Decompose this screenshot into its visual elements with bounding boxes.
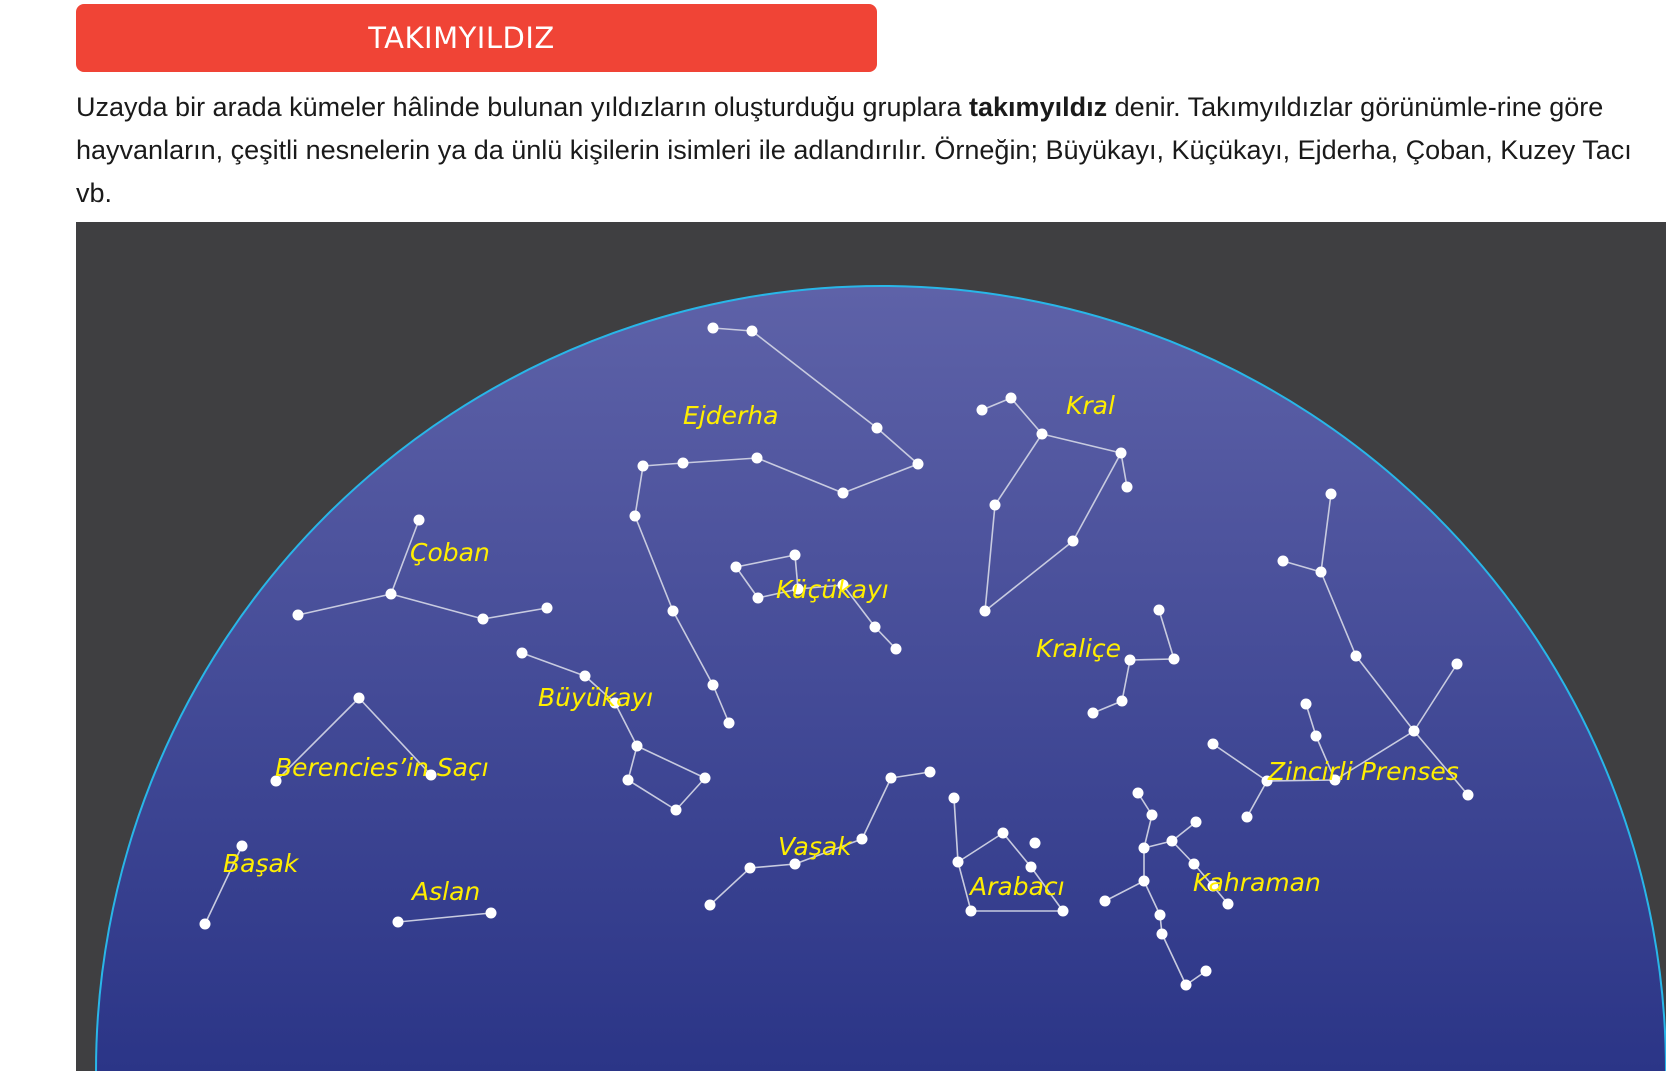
label-aslan: Aslan <box>412 877 481 906</box>
star-zincirli-prenses <box>1326 489 1337 500</box>
label-zincirli-prenses: Zincirli Prenses <box>1268 757 1459 786</box>
star-ejderha <box>724 718 735 729</box>
star-kral <box>1006 393 1017 404</box>
star-arabacı <box>949 793 960 804</box>
star-zincirli-prenses <box>1301 699 1312 710</box>
star-kahraman <box>1157 929 1168 940</box>
star-zincirli-prenses <box>1409 726 1420 737</box>
label-çoban: Çoban <box>410 538 490 567</box>
star-ejderha <box>747 326 758 337</box>
star-küçükayı <box>731 562 742 573</box>
star-büyükayı <box>623 775 634 786</box>
star-çoban <box>293 610 304 621</box>
star-vaşak <box>886 773 897 784</box>
star-ejderha <box>872 423 883 434</box>
label-küçükayı: Küçükayı <box>776 575 889 604</box>
star-kahraman <box>1191 817 1202 828</box>
star-zincirli-prenses <box>1311 731 1322 742</box>
star-vaşak <box>925 767 936 778</box>
star-kraliçe <box>1125 655 1136 666</box>
label-berencies-in-saçı: Berencies’in Saçı <box>275 753 489 782</box>
star-arabacı <box>953 857 964 868</box>
star-zincirli-prenses <box>1463 790 1474 801</box>
star-ejderha <box>838 488 849 499</box>
star-büyükayı <box>700 773 711 784</box>
constellation-line-kraliçe <box>1130 659 1174 660</box>
star-vaşak <box>705 900 716 911</box>
star-kahraman <box>1100 896 1111 907</box>
label-kral: Kral <box>1066 391 1115 420</box>
star-kral <box>1068 536 1079 547</box>
title-bar <box>76 4 877 72</box>
star-kral <box>1037 429 1048 440</box>
star-çoban <box>414 515 425 526</box>
star-ejderha <box>708 680 719 691</box>
star-kahraman <box>1223 899 1234 910</box>
star-büyükayı <box>580 671 591 682</box>
star-arabacı <box>966 906 977 917</box>
star-çoban <box>542 603 553 614</box>
star-kahraman <box>1133 788 1144 799</box>
label-kraliçe: Kraliçe <box>1036 634 1122 663</box>
star-büyükayı <box>632 741 643 752</box>
star-kral <box>977 405 988 416</box>
label-vaşak: Vaşak <box>778 832 852 861</box>
star-ejderha <box>668 606 679 617</box>
star-zincirli-prenses <box>1316 567 1327 578</box>
star-başak <box>200 919 211 930</box>
star-kraliçe <box>1117 696 1128 707</box>
star-kraliçe <box>1154 605 1165 616</box>
star-küçükayı <box>790 550 801 561</box>
star-küçükayı <box>753 593 764 604</box>
label-ejderha: Ejderha <box>683 401 779 430</box>
star-kral <box>1116 448 1127 459</box>
label-arabacı: Arabacı <box>970 872 1065 901</box>
star-kral <box>990 500 1001 511</box>
star-çoban <box>478 614 489 625</box>
intro-text-1: Uzayda bir arada kümeler hâlinde bulunan yıldızların oluşturduğu gruplara <box>76 92 970 122</box>
label-büyükayı: Büyükayı <box>538 683 654 712</box>
label-kahraman: Kahraman <box>1193 868 1321 897</box>
sky-map <box>76 222 1666 1071</box>
star-ejderha <box>752 453 763 464</box>
star-büyükayı <box>671 805 682 816</box>
star-ejderha <box>638 461 649 472</box>
star-kahraman <box>1139 843 1150 854</box>
star-arabacı <box>1026 862 1037 873</box>
star-berencies-in-saçı <box>354 693 365 704</box>
star-zincirli-prenses <box>1208 739 1219 750</box>
star-vaşak <box>745 863 756 874</box>
star-kral <box>1122 482 1133 493</box>
star-arabacı <box>998 828 1009 839</box>
star-çoban <box>386 589 397 600</box>
star-zincirli-prenses <box>1242 812 1253 823</box>
star-kahraman <box>1139 876 1150 887</box>
intro-text-2: denir. Takımyıldızlar görünümle-rine göre hayvanların, çeşitli nesnelerin ya da ünlü kişilerin isimleri ile adlandırılır. Örneğin; Büyükayı, Küçükayı, Ejderha, Çoban, Kuzey Tacı vb. <box>76 92 1632 208</box>
star-zincirli-prenses <box>1278 556 1289 567</box>
star-zincirli-prenses <box>1351 651 1362 662</box>
page-title: TAKIMYILDIZ <box>368 21 555 55</box>
label-başak: Başak <box>223 849 299 878</box>
intro-paragraph <box>76 86 1666 215</box>
star-zincirli-prenses <box>1452 659 1463 670</box>
star-ejderha <box>708 323 719 334</box>
star-aslan <box>486 908 497 919</box>
sky-map-svg <box>76 222 1666 1071</box>
star-aslan <box>393 917 404 928</box>
star-arabacı <box>1030 838 1041 849</box>
star-küçükayı <box>891 644 902 655</box>
star-ejderha <box>913 459 924 470</box>
star-kahraman <box>1155 910 1166 921</box>
star-arabacı <box>1058 906 1069 917</box>
star-ejderha <box>678 458 689 469</box>
intro-bold-term: takımyıldız <box>969 92 1108 122</box>
star-kahraman <box>1201 966 1212 977</box>
star-ejderha <box>630 511 641 522</box>
star-kahraman <box>1147 810 1158 821</box>
star-kral <box>980 606 991 617</box>
star-vaşak <box>857 834 868 845</box>
star-küçükayı <box>870 622 881 633</box>
star-büyükayı <box>517 648 528 659</box>
star-kahraman <box>1167 836 1178 847</box>
star-kraliçe <box>1169 654 1180 665</box>
star-kahraman <box>1181 980 1192 991</box>
star-kraliçe <box>1088 708 1099 719</box>
